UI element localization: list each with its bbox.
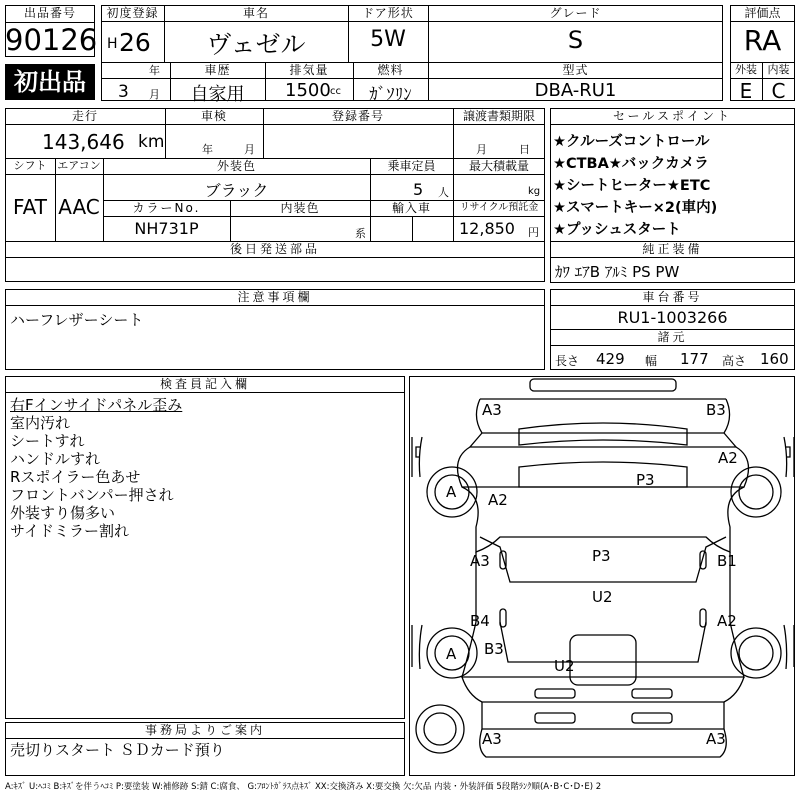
- recycle-fee: 12,850: [459, 219, 515, 238]
- inspector-line: サイドミラー割れ: [10, 522, 129, 540]
- grade: S: [567, 26, 584, 54]
- score: RA: [743, 24, 782, 57]
- width: 177: [680, 350, 709, 368]
- damage-diagram: [409, 376, 795, 776]
- mark-tailgate: U2: [554, 657, 575, 675]
- inspector-line: シートすれ: [10, 432, 85, 450]
- inspector-line: フロントバンパー押され: [10, 486, 174, 504]
- shift: FAT: [12, 195, 47, 219]
- mark-left-rear-door: B4: [470, 612, 490, 630]
- sales-point-item: ★CTBA★バックカメラ: [553, 156, 709, 172]
- reg-month: 3: [118, 82, 129, 102]
- air-conditioner: AAC: [58, 195, 100, 219]
- mark-left-front-wheel: A: [446, 483, 457, 501]
- mark-right-front-door: B1: [717, 552, 737, 570]
- car-name-label: 車名: [242, 6, 269, 20]
- mark-front-left-corner: A3: [482, 401, 502, 419]
- mark-left-front-fender: A2: [488, 491, 508, 509]
- model-code: DBA-RU1: [534, 80, 617, 101]
- reg-year: 26: [119, 28, 151, 57]
- fuel: ｶﾞｿﾘﾝ: [369, 85, 412, 105]
- inspector-line: 右Fインサイドパネル歪み: [10, 396, 183, 414]
- mark-hood: P3: [636, 471, 655, 489]
- exterior-grade: E: [739, 79, 753, 103]
- sales-point-item: ★スマートキー×2(車内): [553, 200, 718, 216]
- mark-right-rear-door: A2: [717, 612, 737, 630]
- standard-equipment: ｶﾜ ｴｱB ｱﾙﾐ PS PW: [555, 263, 680, 281]
- height: 160: [760, 350, 789, 368]
- mark-rear-left-corner: A3: [482, 730, 502, 748]
- auction-sheet: 出品番号 90126 初出品 初度登録 H 26 年 3 月 車名 ヴェゼル ドア形状 5W グレード S 車歴 自家用 排気量 1500 cc 燃料 ｶﾞｿﾘﾝ 型式 DBA-RU1 評価点 RA 外装 内装 E C 走行 143,646 km 車検 年 月 登録番号 譲渡書類期限 月 日 シフト FAT エアコン AAC 外装色 ブラック 乗車定員 5 人 最大積載量 kg カラーNo. NH731P 内装色 系 輸入車 リサイクル預託金 12,850 円 後日発送部品 セールスポイント ★クルーズコントロール ★CTBA★バックカメラ ★シートヒーター★ETC ★スマートキー×2(車内) ★プッシュスタート 純正装備 ｶﾜ ｴｱB ｱﾙﾐ PS PW 注意事項欄 ハーフレザーシート 車台番号 RU1-1003266 諸元 長さ 429 幅 177 高さ 160 検査員記入欄 右Fインサイドパネル歪み 室内汚れ シートすれ ハンドルすれ Rスポイラー色あせ フロントバンパー押され 外装すり傷多い サイドミラー割れ 事務局よりご案内 売切りスタート ＳＤカード預り A3 B3 A2 P3 A A2 A3 P3 B1 U2 B4 A2 A B3 U2 A3 A3 A:ｷｽﾞ U:ﾍｺﾐ B:ｷｽﾞを伴うﾍｺﾐ P:要塗装 W:補修跡 S:錆 C:腐食、 G:ﾌﾛﾝﾄｶﾞﾗｽ点ｷｽﾞ XX:交換済み X:要交換 欠:欠品 内装・外装評価 5段階ﾗﾝｸ順(A･B･C･D･E) 2: [0, 0, 800, 800]
- mark-rear-right-corner: A3: [706, 730, 726, 748]
- office-notice: 売切りスタート ＳＤカード預り: [10, 741, 225, 759]
- exterior-color: ブラック: [204, 181, 269, 200]
- mark-roof-rear: U2: [592, 588, 613, 606]
- color-number: NH731P: [134, 219, 199, 238]
- lot-number: 90126: [5, 23, 98, 57]
- era: H: [107, 36, 118, 52]
- inspector-line: 外装すり傷多い: [10, 504, 116, 522]
- door-type: 5W: [370, 27, 406, 52]
- car-outline: [410, 377, 796, 777]
- door-label: ドア形状: [362, 6, 414, 20]
- mark-left-quarter: B3: [484, 640, 504, 658]
- displacement: 1500: [285, 80, 331, 101]
- inspector-line: ハンドルすれ: [10, 450, 101, 468]
- mark-left-rear-wheel: A: [446, 645, 457, 663]
- sales-point-item: ★シートヒーター★ETC: [553, 178, 711, 194]
- inspector-line: Rスポイラー色あせ: [10, 468, 141, 486]
- mark-roof: P3: [592, 547, 611, 565]
- car-name: ヴェゼル: [206, 30, 306, 59]
- lot-label: 出品番号: [23, 6, 76, 20]
- grade-label: グレード: [549, 6, 602, 20]
- length: 429: [596, 350, 625, 368]
- mark-right-front-fender: A2: [718, 449, 738, 467]
- notes-text: ハーフレザーシート: [10, 311, 144, 329]
- capacity: 5: [413, 180, 424, 199]
- sales-point-item: ★クルーズコントロール: [553, 134, 710, 150]
- reg-label: 初度登録: [106, 6, 159, 20]
- mark-left-front-door: A3: [470, 552, 490, 570]
- chassis-number: RU1-1003266: [617, 308, 728, 327]
- legend: A:ｷｽﾞ U:ﾍｺﾐ B:ｷｽﾞを伴うﾍｺﾐ P:要塗装 W:補修跡 S:錆 C:腐食、 G:ﾌﾛﾝﾄｶﾞﾗｽ点ｷｽﾞ XX:交換済み X:要交換 欠:欠品 内装・外装評価 5段階ﾗﾝｸ順(A･B･C･D･E) 2: [5, 782, 602, 792]
- mileage: 143,646: [42, 130, 125, 154]
- interior-grade: C: [771, 79, 786, 103]
- car-history: 自家用: [190, 84, 245, 105]
- mark-front-right-corner: B3: [706, 401, 726, 419]
- sales-point-item: ★プッシュスタート: [553, 222, 681, 238]
- inspector-line: 室内汚れ: [10, 414, 71, 432]
